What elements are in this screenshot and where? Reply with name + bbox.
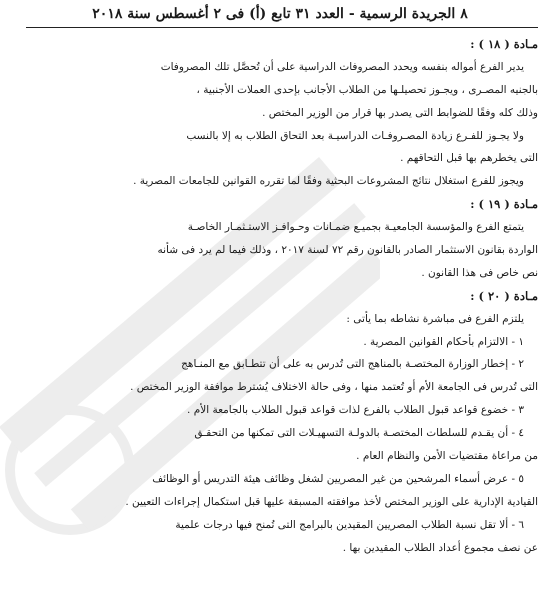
- text-line: ٢ - إخطار الوزارة المختصـة بالمناهج التى تُدرس به على أن تتطـابق مع المنـاهج: [181, 358, 524, 371]
- text-line: ٤ - أن يقـدم للسلطات المختصـة بالدولـة التسهيـلات التى تمكنها من التحقـق: [194, 427, 524, 440]
- document-body: [26, 33, 538, 559]
- text-line: التى يخطرهم بها قبل التحاقهم .: [400, 152, 538, 165]
- text-line: يتمتع الفرع والمؤسسة الجامعيـة بجميـع ضمـانات وحـوافـز الاستـثمـار الخاصـة: [187, 221, 524, 234]
- text-line: من مراعاة مقتضيات الأمن والنظام العام .: [356, 450, 538, 463]
- text-line: يدير الفرع أمواله بنفسه ويحدد المصروفات الدراسية على أن تُحصَّل تلك المصروفات: [160, 60, 524, 73]
- text-line: ١ - الالتزام بأحكام القوانين المصرية .: [363, 335, 524, 348]
- text-line: وذلك كله وفقًا للضوابط التى يصدر بها قرار من الوزير المختص .: [262, 106, 538, 119]
- text-line: عن نصف مجموع أعداد الطلاب المقيدين بها .: [342, 541, 538, 554]
- text-line: ويجوز للفرع استغلال نتائج المشروعات البحثية وفقًا لما تقرره القوانين للجامعات المصرية .: [133, 175, 524, 188]
- text-line: يلتزم الفرع فى مباشرة نشاطه بما يأتى :: [346, 312, 524, 325]
- header-divider: [26, 27, 538, 28]
- text-line: الواردة بقانون الاستثمار الصادر بالقانون رقم ٧٢ لسنة ٢٠١٧ ، وذلك فيما لم يرد فى شأنه: [157, 244, 538, 257]
- article-heading: مـادة ( ٢٠ ) :: [470, 288, 538, 303]
- text-line: القيادية الإدارية على الوزير المختص لأخذ موافقته المسبقة عليها قبل استكمال إجراءات التعيين .: [125, 495, 538, 508]
- text-line: ٦ - ألا تقل نسبة الطلاب المصريين المقيدين بالبرامج التى تُمنح فيها درجات علمية: [175, 518, 524, 531]
- article-heading: مـادة ( ١٩ ) :: [470, 197, 538, 212]
- text-line: ٣ - خضوع قواعد قبول الطلاب بالفرع لذات قواعد قبول الطلاب بالجامعة الأم .: [187, 404, 524, 417]
- text-line: التى تُدرس فى الجامعة الأم أو تُعتمد منها ، وفى حالة الاختلاف يُشترط موافقة الوزير المختص .: [130, 381, 538, 394]
- text-line: نص خاص فى هذا القانون .: [421, 266, 538, 279]
- text-line: ولا يجـوز للفـرع زيادة المصـروفـات الدراسيـة بعد التحاق الطلاب به إلا بالنسب: [186, 129, 524, 142]
- article-heading: مـادة ( ١٨ ) :: [470, 37, 538, 51]
- text-line: ٥ - عرض أسماء المرشحين من غير المصريين لشغل وظائف هيئة التدريس أو الوظائف: [152, 472, 524, 485]
- page-header: ٨ الجريدة الرسمية - العدد ٣١ تابع (أ) فى ٢ أغسطس سنة ٢٠١٨: [92, 6, 468, 22]
- text-line: بالجنيه المصـرى ، ويجـوز تحصيلـها من الطلاب الأجانب بإحدى العملات الأجنبية ،: [196, 83, 538, 96]
